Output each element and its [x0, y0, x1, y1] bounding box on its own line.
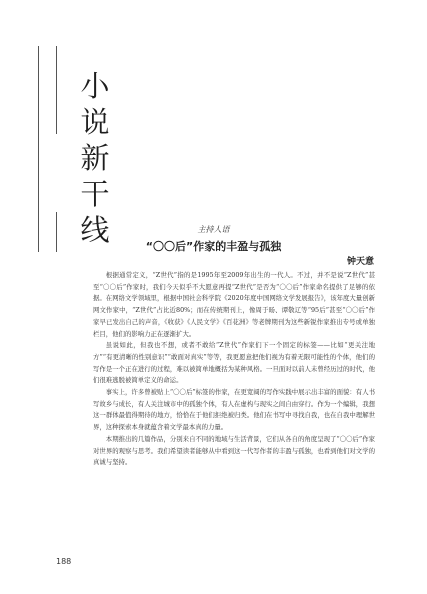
decorative-rule-upper	[56, 46, 57, 134]
article-author: 钟天意	[346, 257, 374, 267]
body-paragraph: 事实上，许多曾被贴上“〇〇后”标签的作家，在更宽阔的写作实践中展示出丰富的面貌：有人书写故乡与成长，有人关注城市中的孤独个体，有人在虚构与现实之间自由穿行。作为一个编辑，我想这一群体最值得期待的地方，恰恰在于他们拒绝被归类。他们在书写中寻找自我，也在自我中理解世界，这种探索本身就蕴含着文学最本真的力量。	[93, 388, 375, 432]
body-paragraph: 虽说如此，但我也不想，或者不敢给“Z世代”作家们下一个固定的标签——比如“更关注地方”“有更清晰的性别意识”“敢面对真实”等等，我更愿意把他们视为有着无限可能性的个体，他们的写作是一个正在进行的过程，难以被简单地概括为某种风格。一旦面对以前人未曾经历过的时代，他们很难逃脱被简单定义的命运。	[93, 341, 375, 385]
page-number: 188	[56, 557, 72, 566]
decorative-rule-left	[38, 46, 39, 252]
article-body	[93, 270, 375, 469]
article-title: “〇〇后”作家的丰盈与孤独	[145, 240, 282, 253]
body-paragraph: 本期推出的几篇作品，分别来自不同的地域与生活背景，它们从各自的角度呈现了“〇〇后”作家对世界的观察与思考。我们希望读者能够从中看到这一代写作者的丰盈与孤独，也看到他们对文学的真诚与坚持。	[93, 434, 375, 467]
host-label: 主持人语	[197, 225, 230, 234]
section-title: 小说新干线	[80, 69, 110, 247]
body-paragraph: 根据通常定义，“Z世代”指的是1995年至2009年出生的一代人。不过，并不是说“Z世代”甚至“〇〇后”作家时，我们今天似乎不大愿意再提“Z世代”是否为“〇〇后”作家命名提供了足够的依据。在网络文学领域里，根据中国社会科学院《2020年度中国网络文学发展报告》，该年度大量创新网文作家中，“Z世代”占比近80%；而在传统期刊上，像周于旸、谭敬辽等“95后”甚至“〇〇后”作家早已发出自己的声音，《收获》《人民文学》《百花洲》等老牌期刊为这些新锐作家推出专号或单独栏目，他们的影响力正在逐渐扩大。	[93, 271, 375, 338]
